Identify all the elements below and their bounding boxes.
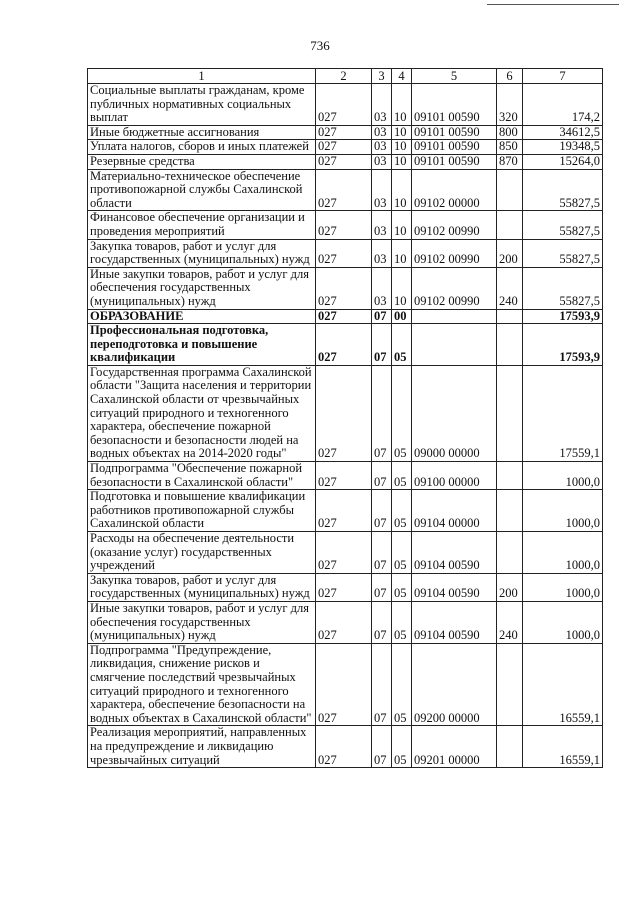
ministry-code-cell: 027 [316,601,372,643]
table-row [88,643,603,726]
subsection-code-cell: 10 [392,239,412,267]
row-name-cell: Социальные выплаты гражданам, кроме публичных нормативных социальных выплат [88,84,316,126]
ministry-code-cell: 027 [316,84,372,126]
top-rule [487,4,619,5]
table-row [88,532,603,574]
target-article-cell: 09102 00990 [412,267,497,309]
section-code-cell: 07 [372,573,392,601]
table-row [88,140,603,155]
ministry-code-cell: 027 [316,267,372,309]
section-code-cell: 03 [372,211,392,239]
row-name-cell: Государственная программа Сахалинской области "Защита населения и территории Сахалинской области от чрезвычайных ситуаций природного и техногенного характера, обеспечение пожарной безопасности и безопасности людей на водных объектах на 2014-2020 годы" [88,365,316,461]
target-article-cell: 09200 00000 [412,643,497,726]
table-row [88,169,603,211]
expense-type-cell [497,726,523,768]
expense-type-cell [497,211,523,239]
target-article-cell [412,309,497,324]
subsection-code-cell: 05 [392,462,412,490]
ministry-code-cell: 027 [316,490,372,532]
ministry-code-cell: 027 [316,726,372,768]
table-row [88,601,603,643]
column-header: 4 [392,69,412,84]
section-code-cell: 03 [372,154,392,169]
subsection-code-cell: 10 [392,211,412,239]
section-code-cell: 07 [372,462,392,490]
expense-type-cell: 800 [497,125,523,140]
expense-type-cell: 850 [497,140,523,155]
amount-cell: 16559,1 [523,643,603,726]
subsection-code-cell: 10 [392,267,412,309]
section-code-cell: 07 [372,324,392,366]
ministry-code-cell: 027 [316,154,372,169]
ministry-code-cell: 027 [316,309,372,324]
ministry-code-cell: 027 [316,239,372,267]
column-header: 3 [372,69,392,84]
table-row [88,239,603,267]
target-article-cell: 09101 00590 [412,125,497,140]
table-row [88,211,603,239]
ministry-code-cell: 027 [316,573,372,601]
amount-cell: 1000,0 [523,532,603,574]
amount-cell: 1000,0 [523,490,603,532]
ministry-code-cell: 027 [316,324,372,366]
row-name-cell: Подпрограмма "Предупреждение, ликвидация, снижение рисков и смягчение последствий чрезвычайных ситуаций природного и техногенного характера, обеспечение безопасности на водных объектах в Сахалинской области" [88,643,316,726]
subsection-code-cell: 10 [392,169,412,211]
amount-cell: 17593,9 [523,309,603,324]
target-article-cell: 09104 00590 [412,532,497,574]
column-header: 5 [412,69,497,84]
row-name-cell: Расходы на обеспечение деятельности (оказание услуг) государственных учреждений [88,532,316,574]
expense-type-cell: 870 [497,154,523,169]
table-row [88,726,603,768]
section-code-cell: 07 [372,490,392,532]
ministry-code-cell: 027 [316,462,372,490]
expense-type-cell [497,169,523,211]
section-code-cell: 03 [372,267,392,309]
subsection-code-cell: 05 [392,532,412,574]
amount-cell: 55827,5 [523,267,603,309]
expense-type-cell [497,643,523,726]
subsection-code-cell: 05 [392,490,412,532]
row-name-cell: Иные закупки товаров, работ и услуг для обеспечения государственных (муниципальных) нужд [88,267,316,309]
section-code-cell: 03 [372,140,392,155]
table-row [88,267,603,309]
subsection-code-cell: 10 [392,125,412,140]
row-name-cell: Резервные средства [88,154,316,169]
table-row [88,324,603,366]
amount-cell: 1000,0 [523,462,603,490]
row-name-cell: Финансовое обеспечение организации и проведения мероприятий [88,211,316,239]
target-article-cell: 09101 00590 [412,140,497,155]
subsection-code-cell: 05 [392,643,412,726]
amount-cell: 55827,5 [523,169,603,211]
amount-cell: 174,2 [523,84,603,126]
expense-type-cell: 200 [497,239,523,267]
table-row [88,490,603,532]
ministry-code-cell: 027 [316,532,372,574]
row-name-cell: Материально-техническое обеспечение противопожарной службы Сахалинской области [88,169,316,211]
section-code-cell: 07 [372,365,392,461]
row-name-cell: Подготовка и повышение квалификации работников противопожарной службы Сахалинской области [88,490,316,532]
row-name-cell: ОБРАЗОВАНИЕ [88,309,316,324]
amount-cell: 1000,0 [523,601,603,643]
expense-type-cell [497,309,523,324]
target-article-cell: 09104 00000 [412,490,497,532]
table-row [88,154,603,169]
section-code-cell: 03 [372,239,392,267]
target-article-cell: 09101 00590 [412,154,497,169]
row-name-cell: Профессиональная подготовка, переподготовка и повышение квалификации [88,324,316,366]
ministry-code-cell: 027 [316,125,372,140]
row-name-cell: Уплата налогов, сборов и иных платежей [88,140,316,155]
amount-cell: 16559,1 [523,726,603,768]
target-article-cell: 09000 00000 [412,365,497,461]
table-row [88,573,603,601]
target-article-cell: 09102 00990 [412,239,497,267]
table-body [88,69,603,768]
expense-type-cell: 240 [497,601,523,643]
row-name-cell: Закупка товаров, работ и услуг для государственных (муниципальных) нужд [88,239,316,267]
table-row [88,462,603,490]
column-header: 2 [316,69,372,84]
amount-cell: 34612,5 [523,125,603,140]
ministry-code-cell: 027 [316,169,372,211]
expense-type-cell [497,490,523,532]
ministry-code-cell: 027 [316,365,372,461]
expense-type-cell [497,462,523,490]
section-code-cell: 03 [372,125,392,140]
subsection-code-cell: 05 [392,601,412,643]
amount-cell: 15264,0 [523,154,603,169]
subsection-code-cell: 05 [392,324,412,366]
target-article-cell: 09104 00590 [412,573,497,601]
subsection-code-cell: 05 [392,365,412,461]
target-article-cell: 09100 00000 [412,462,497,490]
amount-cell: 17559,1 [523,365,603,461]
header-row [88,69,603,84]
ministry-code-cell: 027 [316,140,372,155]
section-code-cell: 07 [372,726,392,768]
expense-type-cell [497,532,523,574]
amount-cell: 55827,5 [523,239,603,267]
expense-type-cell [497,324,523,366]
section-code-cell: 07 [372,601,392,643]
target-article-cell: 09104 00590 [412,601,497,643]
section-code-cell: 03 [372,169,392,211]
table-row [88,84,603,126]
ministry-code-cell: 027 [316,643,372,726]
expense-type-cell: 240 [497,267,523,309]
column-header: 6 [497,69,523,84]
row-name-cell: Иные бюджетные ассигнования [88,125,316,140]
ministry-code-cell: 027 [316,211,372,239]
subsection-code-cell: 10 [392,154,412,169]
page-number: 736 [310,38,330,53]
target-article-cell: 09101 00590 [412,84,497,126]
expense-type-cell [497,365,523,461]
row-name-cell: Иные закупки товаров, работ и услуг для обеспечения государственных (муниципальных) нужд [88,601,316,643]
subsection-code-cell: 10 [392,84,412,126]
amount-cell: 17593,9 [523,324,603,366]
expense-type-cell: 200 [497,573,523,601]
row-name-cell: Реализация мероприятий, направленных на предупреждение и ликвидацию чрезвычайных ситуаций [88,726,316,768]
subsection-code-cell: 05 [392,573,412,601]
table-row [88,365,603,461]
budget-table [87,68,603,768]
row-name-cell: Подпрограмма "Обеспечение пожарной безопасности в Сахалинской области" [88,462,316,490]
section-code-cell: 07 [372,532,392,574]
row-name-cell: Закупка товаров, работ и услуг для государственных (муниципальных) нужд [88,573,316,601]
subsection-code-cell: 00 [392,309,412,324]
section-code-cell: 07 [372,643,392,726]
column-header: 7 [523,69,603,84]
target-article-cell: 09102 00990 [412,211,497,239]
section-code-cell: 07 [372,309,392,324]
target-article-cell: 09201 00000 [412,726,497,768]
target-article-cell [412,324,497,366]
table-row [88,125,603,140]
amount-cell: 1000,0 [523,573,603,601]
amount-cell: 55827,5 [523,211,603,239]
expense-type-cell: 320 [497,84,523,126]
column-header: 1 [88,69,316,84]
target-article-cell: 09102 00000 [412,169,497,211]
subsection-code-cell: 05 [392,726,412,768]
subsection-code-cell: 10 [392,140,412,155]
section-code-cell: 03 [372,84,392,126]
amount-cell: 19348,5 [523,140,603,155]
table-row [88,309,603,324]
